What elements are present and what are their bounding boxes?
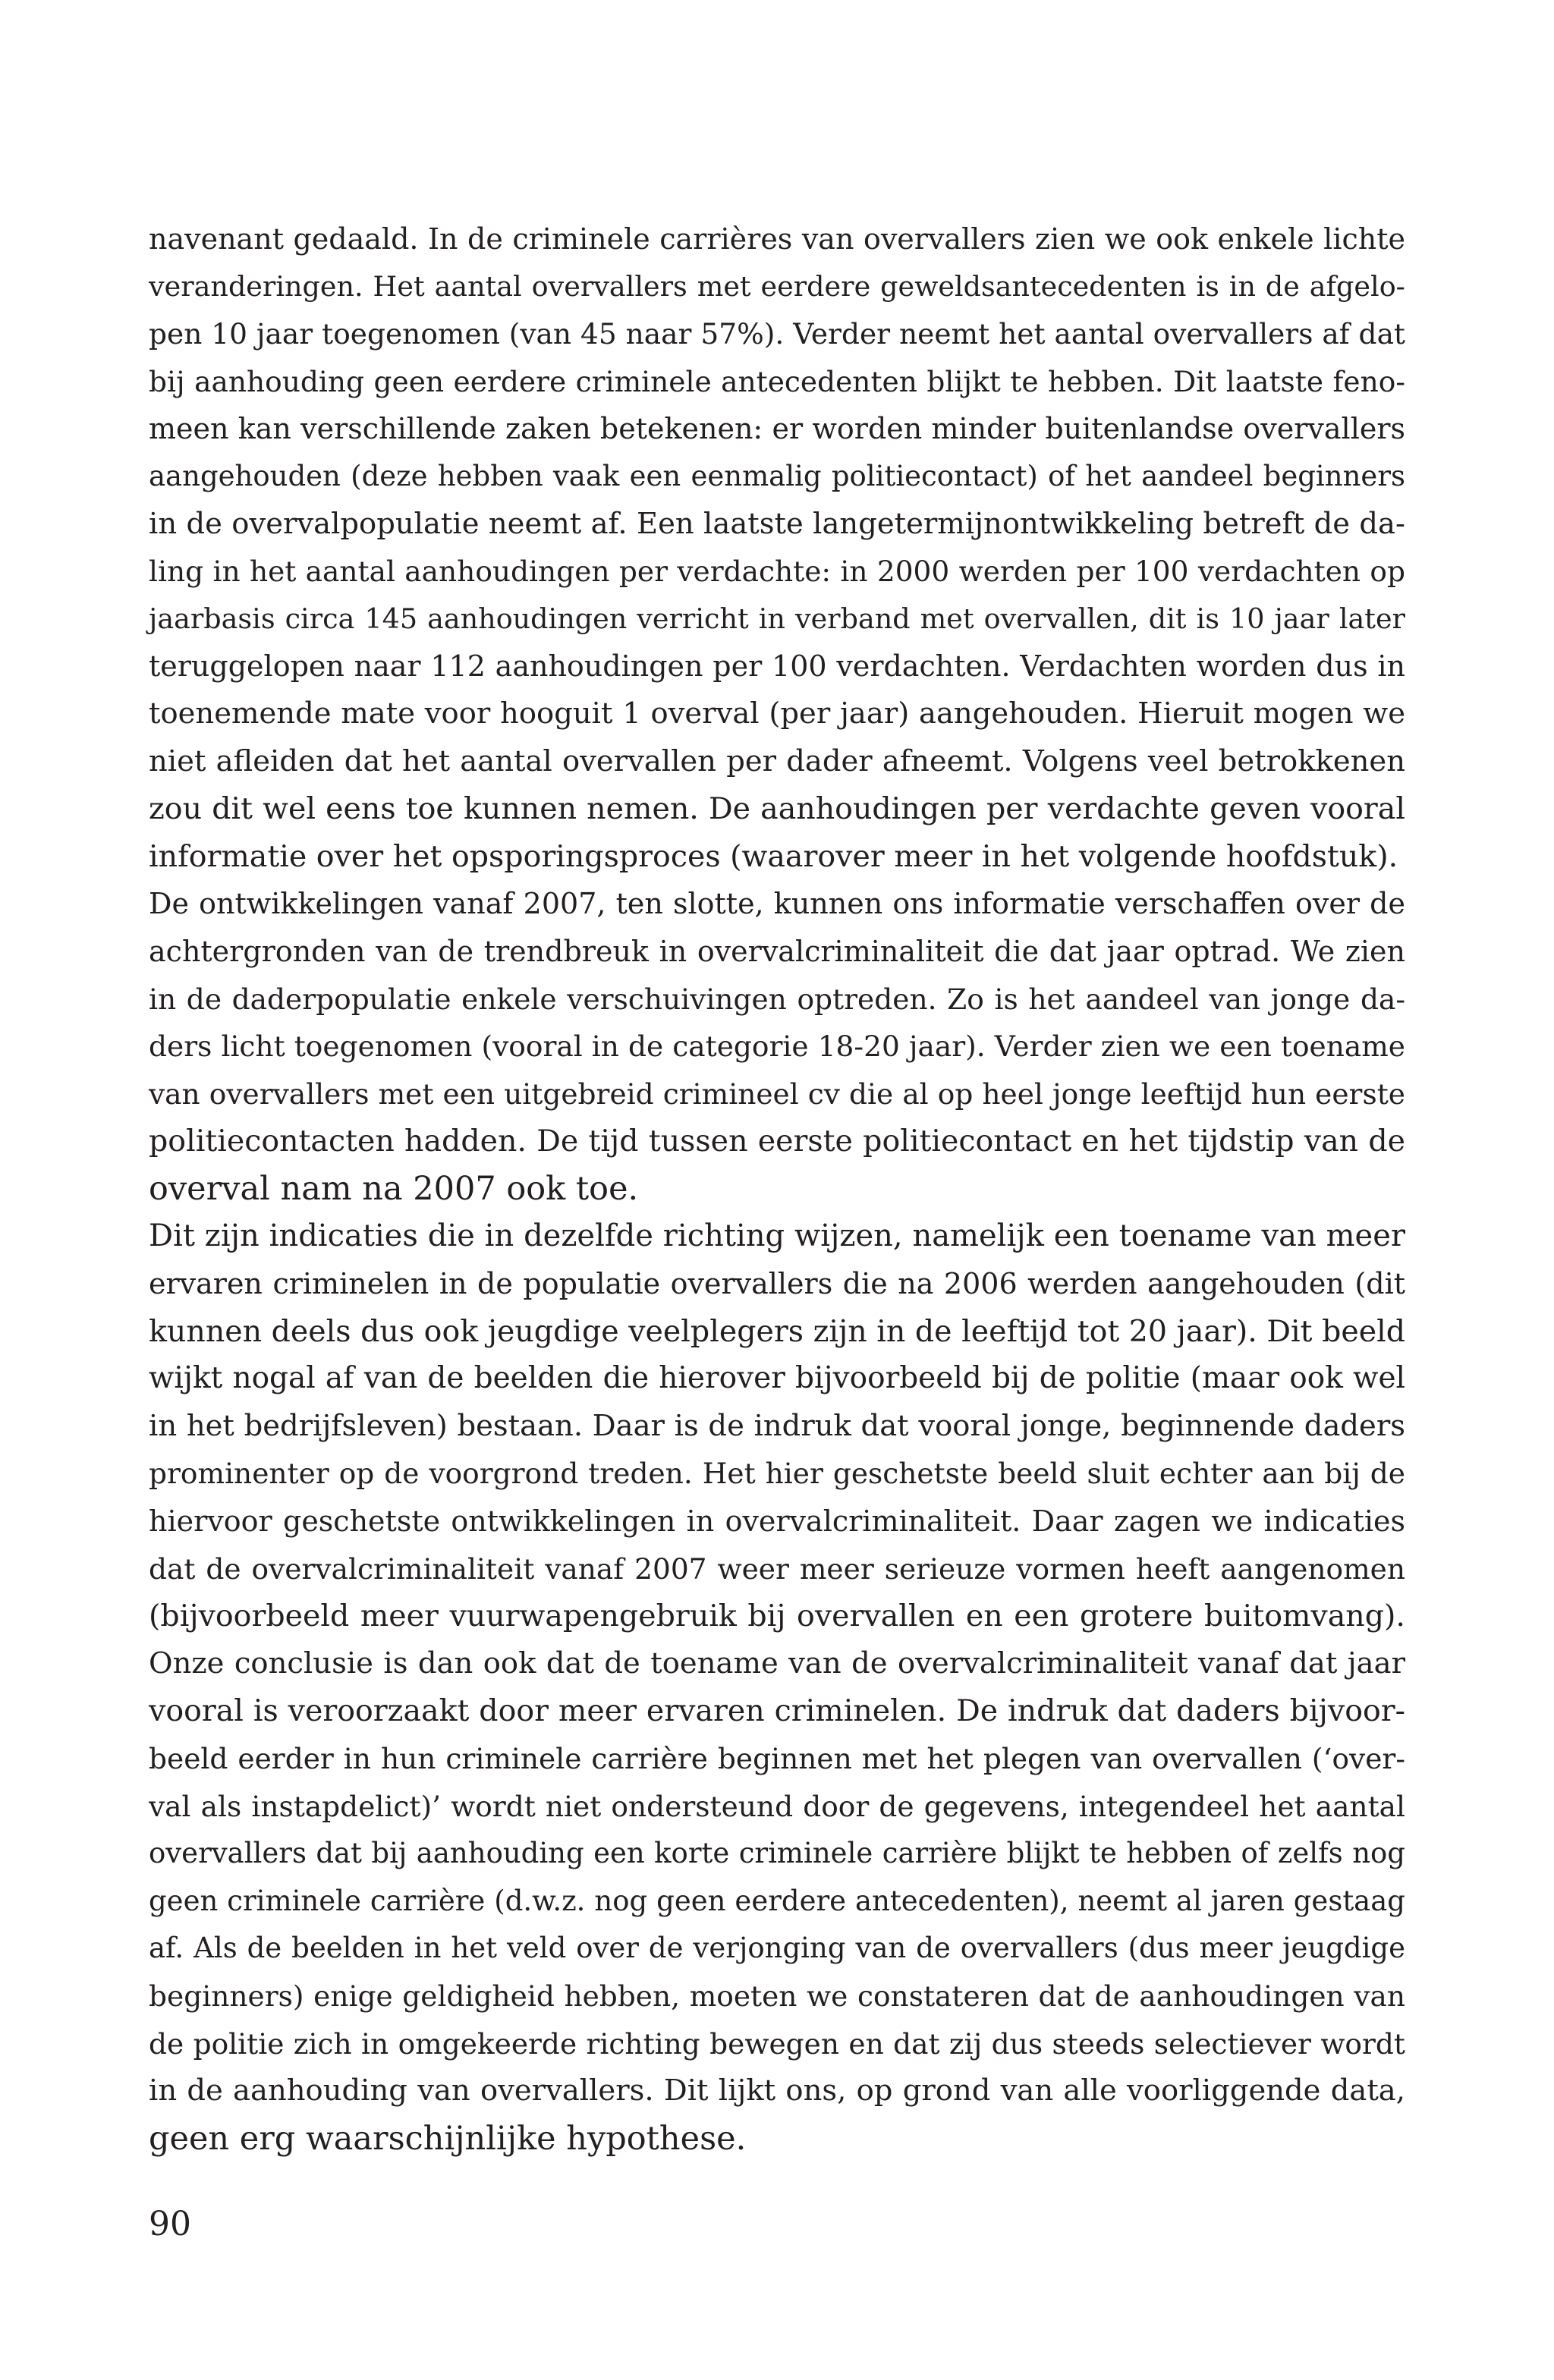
text-line: zou dit wel eens toe kunnen nemen. De aanhoudingen per verdachte geven vooral	[149, 791, 1405, 827]
text-line: De ontwikkelingen vanaf 2007, ten slotte, kunnen ons informatie verschaffen over de	[149, 887, 1405, 921]
text-line: in het bedrijfsleven) bestaan. Daar is de indruk dat vooral jonge, beginnende daders	[149, 1408, 1405, 1443]
text-line: Dit zijn indicaties die in dezelfde richting wijzen, namelijk een toename van meer	[149, 1218, 1405, 1254]
text-line: toenemende mate voor hooguit 1 overval (per jaar) aangehouden. Hieruit mogen we	[149, 696, 1405, 731]
text-line: (bijvoorbeeld meer vuurwapengebruik bij overvallen en een grotere buitomvang).	[149, 1599, 1405, 1634]
text-line: aangehouden (deze hebben vaak een eenmalig politiecontact) of het aandeel beginners	[149, 459, 1405, 492]
text-line: dat de overvalcriminaliteit vanaf 2007 weer meer serieuze vormen heeft aangenomen	[149, 1552, 1405, 1586]
text-line: van overvallers met een uitgebreid crimineel cv die al op heel jonge leeftijd hun eerste	[149, 1077, 1405, 1111]
paragraph-end-line: geen erg waarschijnlijke hypothese.	[149, 2119, 747, 2158]
text-line: in de daderpopulatie enkele verschuivingen optreden. Zo is het aandeel van jonge da-	[149, 982, 1405, 1016]
text-line: teruggelopen naar 112 aanhoudingen per 100 verdachten. Verdachten worden dus in	[149, 649, 1405, 684]
text-line: veranderingen. Het aantal overvallers met eerdere geweldsantecedenten is in de afgelo-	[149, 269, 1405, 303]
text-line: achtergronden van de trendbreuk in overvalcriminaliteit die dat jaar optrad. We zien	[149, 934, 1405, 968]
text-line: bij aanhouding geen eerdere criminele antecedenten blijkt te hebben. Dit laatste feno-	[149, 364, 1405, 398]
text-line: meen kan verschillende zaken betekenen: er worden minder buitenlandse overvallers	[149, 412, 1405, 446]
text-line: kunnen deels dus ook jeugdige veelplegers zijn in de leeftijd tot 20 jaar). Dit beeld	[149, 1313, 1406, 1349]
text-line: Onze conclusie is dan ook dat de toename van de overvalcriminaliteit vanaf dat jaar	[149, 1646, 1405, 1680]
text-line: niet afleiden dat het aantal overvallen per dader afneemt. Volgens veel betrokkenen	[149, 744, 1405, 778]
text-line: val als instapdelict)’ wordt niet ondersteund door de gegevens, integendeel het aantal	[149, 1789, 1405, 1823]
text-line: prominenter op de voorgrond treden. Het hier geschetste beeld sluit echter aan bij de	[149, 1457, 1405, 1491]
body-text	[149, 215, 1405, 2162]
text-line: pen 10 jaar toegenomen (van 45 naar 57%). Verder neemt het aantal overvallers af dat	[149, 317, 1405, 351]
text-line: jaarbasis circa 145 aanhoudingen verricht in verband met overvallen, dit is 10 jaar later	[149, 602, 1405, 635]
text-line: wijkt nogal af van de beelden die hierover bijvoorbeeld bij de politie (maar ook wel	[149, 1361, 1405, 1396]
text-line: beginners) enige geldigheid hebben, moeten we constateren dat de aanhoudingen van	[149, 1979, 1405, 2013]
text-line: in de overvalpopulatie neemt af. Een laatste langetermijnontwikkeling betreft de da-	[149, 506, 1405, 541]
paragraph-end-line: informatie over het opsporingsproces (waarover meer in het volgende hoofdstuk).	[149, 838, 1398, 874]
text-line: de politie zich in omgekeerde richting bewegen en dat zij dus steeds selectiever wordt	[149, 2026, 1405, 2061]
text-line: vooral is veroorzaakt door meer ervaren criminelen. De indruk dat daders bijvoor-	[149, 1693, 1405, 1729]
page-number: 90	[149, 2205, 191, 2243]
text-line: ling in het aantal aanhoudingen per verdachte: in 2000 werden per 100 verdachten op	[149, 555, 1405, 589]
text-line: af. Als de beelden in het veld over de verjonging van de overvallers (dus meer jeugdige	[149, 1932, 1405, 1965]
text-line: in de aanhouding van overvallers. Dit lijkt ons, op grond van alle voorliggende data,	[149, 2073, 1405, 2108]
text-line: overvallers dat bij aanhouding een korte criminele carrière blijkt te hebben of zelfs nog	[149, 1837, 1405, 1870]
text-line: geen criminele carrière (d.w.z. nog geen eerdere antecedenten), neemt al jaren gestaag	[149, 1884, 1405, 1917]
text-line: politiecontacten hadden. De tijd tussen eerste politiecontact en het tijdstip van de	[149, 1124, 1405, 1159]
text-line: ervaren criminelen in de populatie overvallers die na 2006 werden aangehouden (dit	[149, 1267, 1405, 1301]
text-line: ders licht toegenomen (vooral in de categorie 18-20 jaar). Verder zien we een toename	[149, 1030, 1405, 1064]
text-line: hiervoor geschetste ontwikkelingen in overvalcriminaliteit. Daar zagen we indicaties	[149, 1504, 1405, 1539]
paragraph-end-line: overval nam na 2007 ook toe.	[149, 1169, 639, 1208]
text-line: navenant gedaald. In de criminele carrières van overvallers zien we ook enkele lichte	[149, 222, 1405, 256]
text-line: beeld eerder in hun criminele carrière beginnen met het plegen van overvallen (‘over-	[149, 1742, 1405, 1775]
